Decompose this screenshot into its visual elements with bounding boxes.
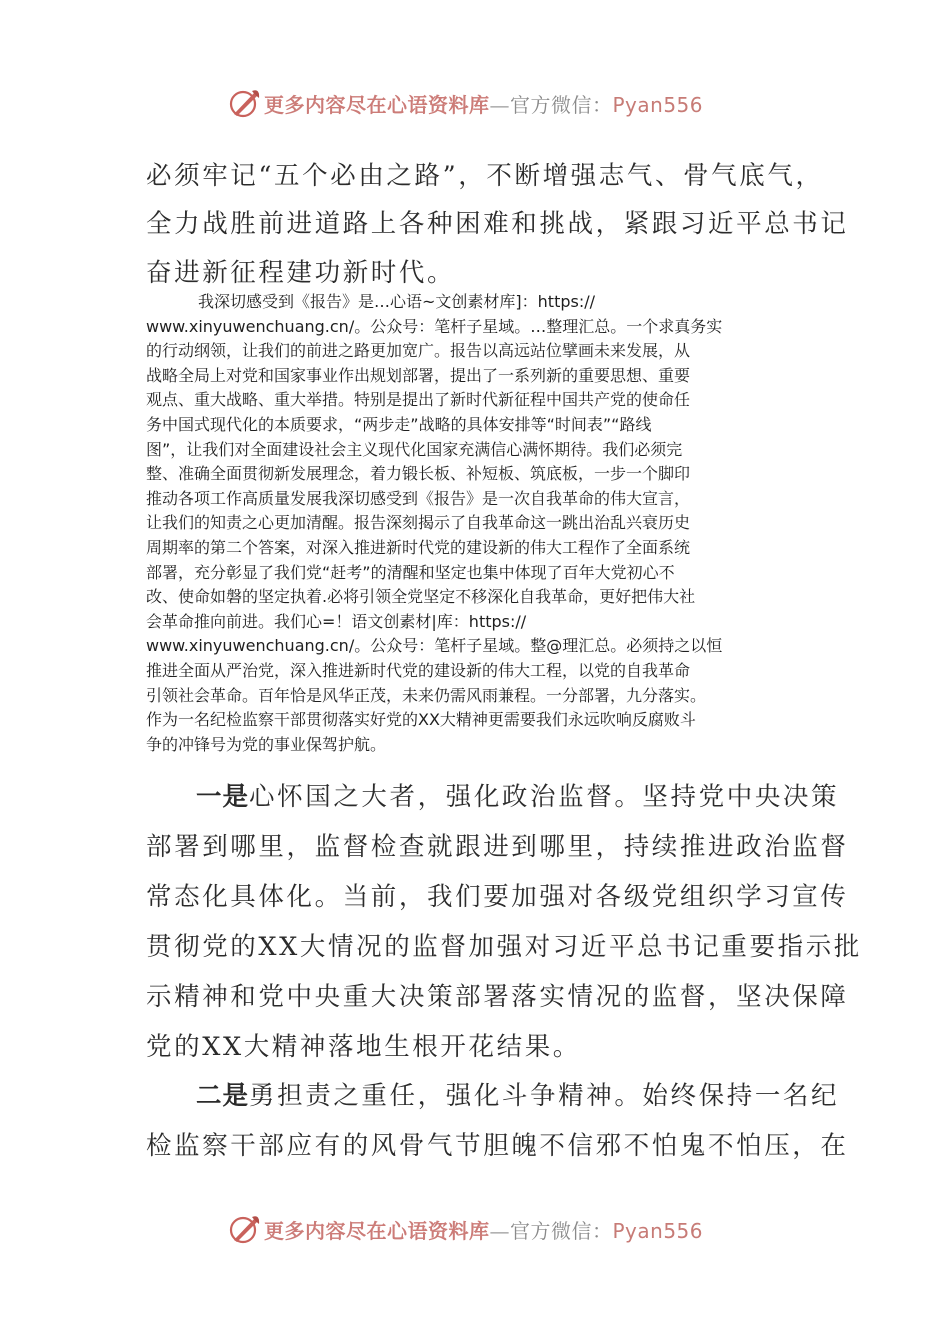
footer-watermark bbox=[228, 1212, 703, 1246]
section-two-line-2: 检监察干部应有的风骨气节胆魄不信邪不怕鬼不怕压，在 bbox=[146, 1131, 849, 1161]
quill-pen-logo-icon bbox=[228, 1212, 262, 1246]
watermark-text: 更多内容尽在心语资料库—官方微信：Pyan556 bbox=[264, 92, 704, 117]
paragraph-line: 战略全局上对党和国家事业作出规划部署，提出了一系列新的重要思想、重要 bbox=[146, 365, 691, 385]
paragraph-line: 推进全面从严治党，深入推进新时代党的建设新的伟大工程，以党的自我革命 bbox=[146, 660, 691, 680]
paragraph-line: 引领社会革命。百年恰是风华正茂，未来仍需风雨兼程。一分部署，九分落实。 bbox=[146, 685, 707, 705]
section-one-line-4: 贯彻党的XX大情况的监督加强对习近平总书记重要指示批 bbox=[146, 932, 862, 962]
paragraph-line: www.xinyuwenchuang.cn/。公众号：笔杆子星域。整@理汇总。必须持之以恒 bbox=[146, 636, 723, 656]
paragraph-line: 务中国式现代化的本质要求，“两步走”战略的具体安排等“时间表”“路线 bbox=[146, 414, 652, 434]
intro-line-2: 全力战胜前进道路上各种困难和挑战，紧跟习近平总书记 bbox=[146, 209, 849, 239]
section-one-line-2: 部署到哪里，监督检查就跟进到哪里，持续推进政治监督 bbox=[146, 832, 849, 862]
section-one-lead: 一是 bbox=[196, 782, 250, 812]
section-one-line-6: 党的XX大精神落地生根开花结果。 bbox=[146, 1032, 581, 1062]
section-one-line-5: 示精神和党中央重大决策部署落实情况的监督，坚决保障 bbox=[146, 982, 849, 1012]
section-two-lead: 二是 bbox=[196, 1081, 250, 1111]
paragraph-line: 会革命推向前进。我们心=！语文创素材|库：https:// bbox=[146, 611, 527, 631]
paragraph-line: 图”，让我们对全面建设社会主义现代化国家充满信心满怀期待。我们必须完 bbox=[146, 439, 683, 459]
paragraph-line: 的行动纲领，让我们的前进之路更加宽广。报告以高远站位擘画未来发展，从 bbox=[146, 341, 691, 361]
section-one-line-3: 常态化具体化。当前，我们要加强对各级党组织学习宣传 bbox=[146, 882, 849, 912]
paragraph-line: 观点、重大战略、重大举措。特别是提出了新时代新征程中国共产党的使命任 bbox=[146, 390, 691, 410]
intro-line-3: 奋进新征程建功新时代。 bbox=[146, 258, 456, 288]
header-watermark bbox=[228, 86, 703, 120]
paragraph-line: www.xinyuwenchuang.cn/。公众号：笔杆子星域。…整理汇总。一个求真务实 bbox=[146, 316, 723, 336]
section-two-line-1: 二是勇担责之重任，强化斗争精神。始终保持一名纪 bbox=[196, 1081, 840, 1111]
paragraph-line: 整、准确全面贯彻新发展理念，着力锻长板、补短板、筑底板，一步一个脚印 bbox=[146, 464, 691, 484]
section-one-line-1: 一是心怀国之大者，强化政治监督。坚持党中央决策 bbox=[196, 782, 840, 812]
paragraph-line: 让我们的知责之心更加清醒。报告深刻揭示了自我革命这一跳出治乱兴衰历史 bbox=[146, 513, 691, 533]
paragraph-line: 部署，充分彰显了我们党“赶考”的清醒和坚定也集中体现了百年大党初心不 bbox=[146, 562, 675, 582]
paragraph-line: 改、使命如磐的坚定执着.必将引领全党坚定不移深化自我革命，更好把伟大社 bbox=[146, 587, 696, 607]
paragraph-line: 作为一名纪检监察干部贯彻落实好党的XX大精神更需要我们永远吹响反腐败斗 bbox=[146, 710, 696, 730]
watermark-text: 更多内容尽在心语资料库—官方微信：Pyan556 bbox=[264, 1218, 704, 1243]
paragraph-line: 推动各项工作高质量发展我深切感受到《报告》是一次自我革命的伟大宣言， bbox=[146, 488, 691, 508]
paragraph-line: 争的冲锋号为党的事业保驾护航。 bbox=[146, 734, 387, 754]
paragraph-line: 周期率的第二个答案，对深入推进新时代党的建设新的伟大工程作了全面系统 bbox=[146, 537, 691, 557]
quill-pen-logo-icon bbox=[228, 86, 262, 120]
inserted-paragraph bbox=[146, 290, 846, 757]
intro-line-1: 必须牢记“五个必由之路”，不断增强志气、骨气底气， bbox=[146, 161, 824, 191]
paragraph-line: 我深切感受到《报告》是…心语~文创素材库]：https:// bbox=[198, 292, 596, 311]
